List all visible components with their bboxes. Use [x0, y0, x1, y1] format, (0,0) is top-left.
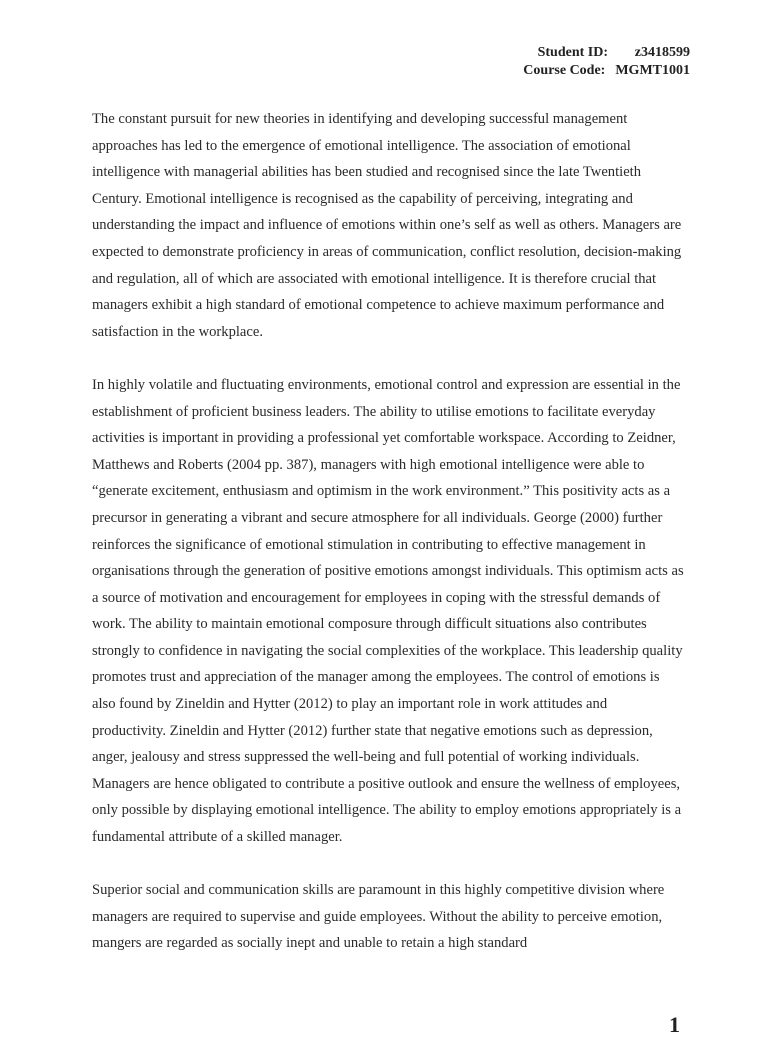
- course-code-row: [523, 62, 690, 80]
- paragraph: In highly volatile and fluctuating environments, emotional control and expression are essential in the establishment of proficient business leaders. The ability to utilise emotions to facilitate everyday activities is important in providing a professional yet comfortable workspace. According to Zeidner, Matthews and Roberts (2004 pp. 387), managers with high emotional intelligence were able to “generate excitement, enthusiasm and optimism in the work environment.” This positivity acts as a precursor in generating a vibrant and secure atmosphere for all individuals. George (2000) further reinforces the significance of emotional stimulation in contributing to effective management in organisations through the generation of positive emotions amongst individuals. This optimism acts as a source of motivation and encouragement for employees in coping with the stressful demands of work. The ability to maintain emotional composure through difficult situations also contributes strongly to confidence in navigating the social complexities of the workplace. This leadership quality promotes trust and appreciation of the manager among the employees. The control of emotions is also found by Zineldin and Hytter (2012) to play an important role in work attitudes and productivity. Zineldin and Hytter (2012) further state that negative emotions such as depression, anger, jealousy and stress suppressed the well-being and full potential of working individuals. Managers are hence obligated to contribute a positive outlook and ensure the wellness of employees, only possible by displaying emotional intelligence. The ability to employ emotions appropriately is a fundamental attribute of a skilled manager.: [92, 376, 684, 846]
- student-id-row: [523, 44, 690, 62]
- student-id-label: Student ID:: [537, 45, 608, 60]
- essay-body: [92, 106, 684, 984]
- page-number: 1: [669, 1012, 680, 1037]
- paragraph: Superior social and communication skills are paramount in this highly competitive division where managers are required to supervise and guide employees. Without the ability to perceive emotion, mangers are regarded as socially inept and unable to retain a high standard: [92, 882, 665, 952]
- course-code-value: MGMT1001: [615, 63, 690, 78]
- course-code-label: Course Code:: [523, 63, 606, 78]
- student-id-value: z3418599: [634, 45, 690, 60]
- paragraph: The constant pursuit for new theories in identifying and developing successful management approaches has led to the emergence of emotional intelligence. The association of emotional intelligence with managerial abilities has been studied and recognised since the late Twentieth Century. Emotional intelligence is recognised as the capability of perceiving, integrating and understanding the impact and influence of emotions within one’s self as well as others. Managers are expected to demonstrate proficiency in areas of communication, conflict resolution, decision-making and regulation, all of which are associated with emotional intelligence. It is therefore crucial that managers exhibit a high standard of emotional competence to achieve maximum performance and satisfaction in the workplace.: [92, 111, 682, 340]
- page-header: [523, 44, 690, 80]
